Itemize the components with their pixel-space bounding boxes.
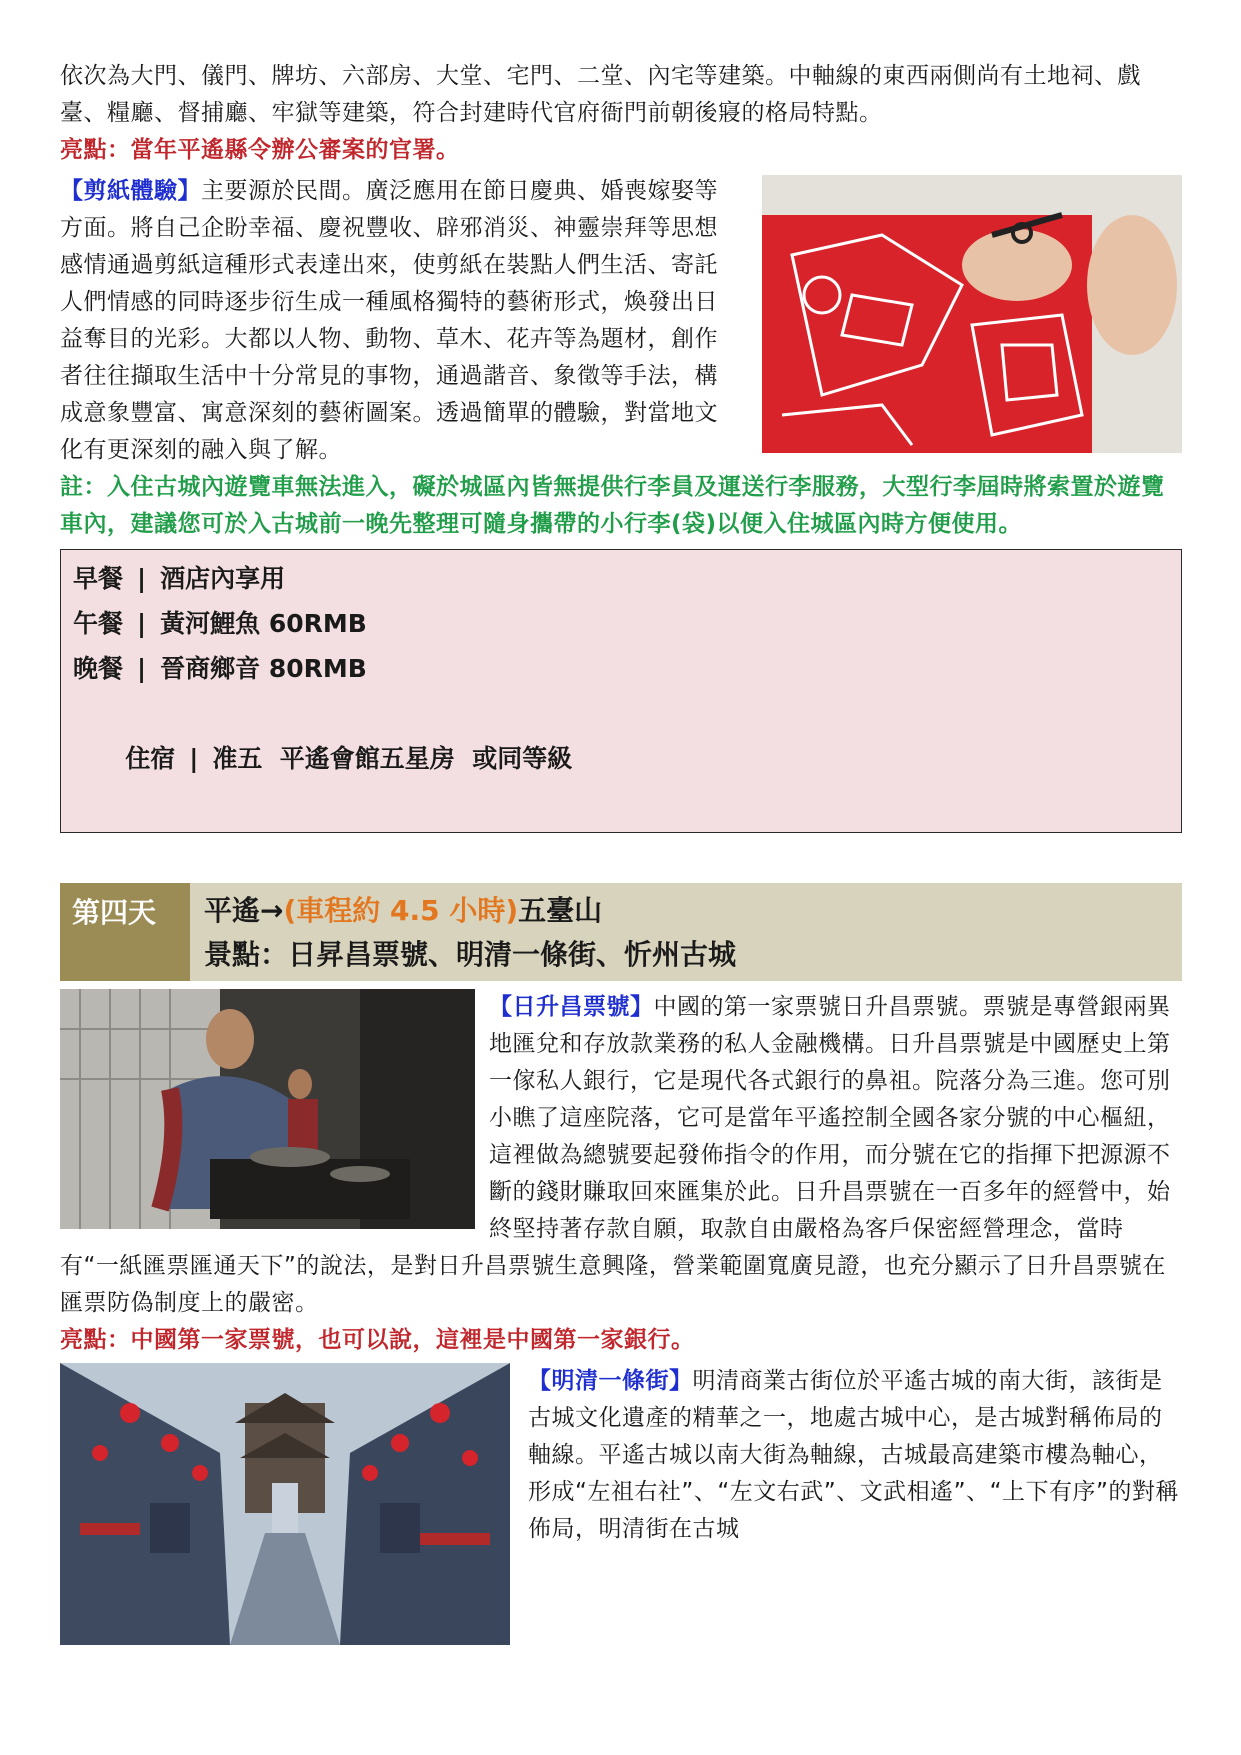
papercut-photo (762, 175, 1182, 453)
meal-table (60, 549, 1182, 833)
papercut-text: 主要源於民間。廣泛應用在節日慶典、婚喪嫁娶等方面。將自己企盼幸福、慶祝豐收、辟邪消災、神靈崇拜等思想感情通過剪紙這種形式表達出來，使剪紙在裝點人們生活、寄託人們情感的同時逐步衍生成一種風格獨特的藝術形式，煥發出日益奪目的光彩。大都以人物、動物、草木、花卉等為題材，創作者往往擷取生活中十分常見的事物，通過諧音、象徵等手法，構成意象豐富、寓意深刻的藝術圖案。透過簡單的體驗，對當地文化有更深刻的融入與了解。 (60, 178, 718, 463)
day-spots: 景點：日昇昌票號、明清一條街、忻州古城 (204, 938, 737, 971)
meal-row-lunch: 午餐 | 黃河鯉魚 60RMB (73, 609, 367, 638)
day-header (60, 883, 1182, 981)
meal-row-hotel: 住宿 | 准五 平遙會館五星房 或同等級 (125, 744, 573, 773)
rishengchang-highlight: 亮點：中國第一家票號，也可以說，這裡是中國第一家銀行。 (60, 1327, 695, 1353)
document-page (60, 0, 1182, 1649)
mingqing-text: 明清商業古街位於平遙古城的南大街，該街是古城文化遺產的精華之一，地處古城中心，是古城對稱佈局的軸線。平遙古城以南大街為軸線，古城最高建築市樓為軸心，形成“左祖右社”、“左文右武”、文武相遙”、“上下有序”的對稱佈局，明清街在古城 (528, 1368, 1179, 1542)
mingqing-street-photo (60, 1363, 510, 1645)
papercut-title: 【剪紙體驗】 (60, 178, 201, 204)
mingqing-section (60, 1363, 1182, 1548)
day-badge: 第四天 (60, 883, 190, 981)
intro-paragraph: 依次為大門、儀門、牌坊、六部房、大堂、宅門、二堂、內宅等建築。中軸線的東西兩側尚有土地祠、戲臺、糧廳、督捕廳、牢獄等建築，符合封建時代官府衙門前朝後寢的格局特點。 (60, 63, 1141, 126)
luggage-note: 註：入住古城內遊覽車無法進入，礙於城區內皆無提供行李員及運送行李服務，大型行李屆時將索置於遊覽車內，建議您可於入古城前一晚先整理可隨身攜帶的小行李(袋)以便入住城區內時方便使用。 (60, 474, 1165, 537)
mingqing-title: 【明清一條街】 (528, 1368, 693, 1394)
day-title (190, 883, 1182, 981)
meal-row-breakfast: 早餐 | 酒店內享用 (73, 564, 286, 593)
rishengchang-text: 中國的第一家票號日升昌票號。票號是專營銀兩異地匯兌和存放款業務的私人金融機構。日升昌票號是中國歷史上第一傢私人銀行，它是現代各式銀行的鼻祖。院落分為三進。您可別小瞧了這座院落，它可是當年平遙控制全國各家分號的中心樞紐，這裡做為總號要起發佈指令的作用，而分號在它的指揮下把源源不斷的錢財賺取回來匯集於此。日升昌票號在一百多年的經營中，始終堅持著存款自願，取款自由嚴格為客戶保密經營理念，當時有“一紙匯票匯通天下”的說法，是對日升昌票號生意興隆，營業範圍寬廣見證，也充分顯示了日升昌票號在匯票防偽制度上的嚴密。 (60, 994, 1171, 1316)
day-route: 平遙→(車程約 4.5 小時)五臺山 (204, 894, 603, 927)
rishengchang-title: 【日升昌票號】 (489, 994, 654, 1020)
papercut-section (60, 173, 1182, 469)
rishengchang-photo (60, 989, 475, 1229)
meal-row-dinner: 晚餐 | 晉商鄉音 80RMB (73, 654, 367, 683)
rishengchang-section (60, 989, 1182, 1359)
intro-highlight: 亮點：當年平遙縣令辦公審案的官署。 (60, 137, 460, 163)
